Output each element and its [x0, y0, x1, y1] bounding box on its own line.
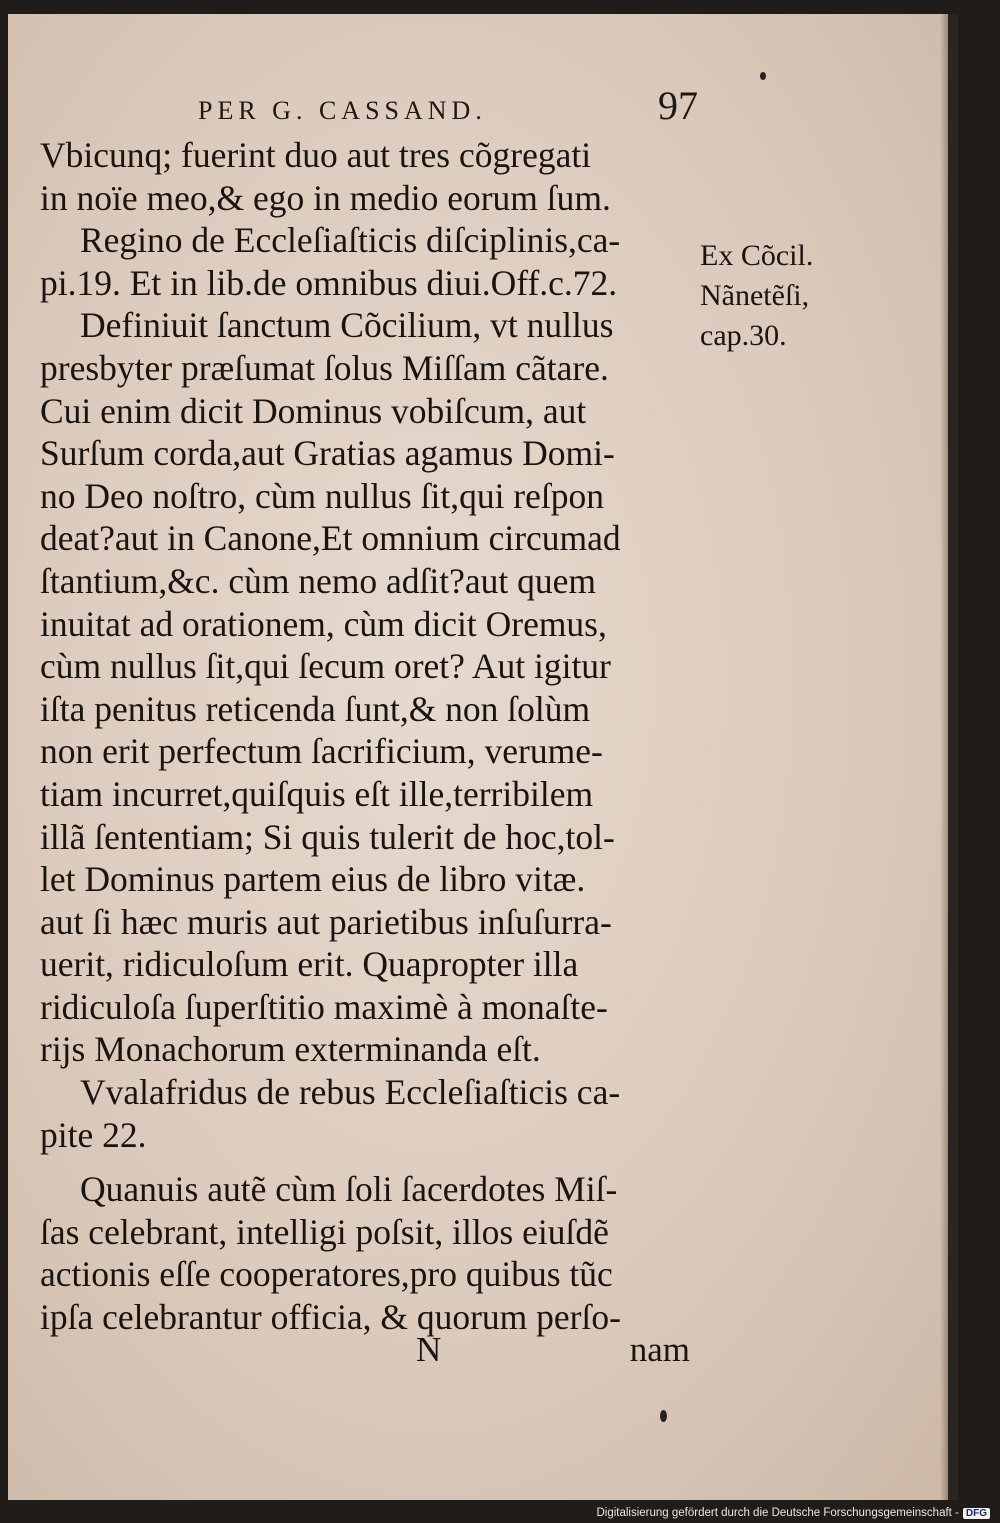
text-line: in noïe meo,& ego in medio eorum ſum.: [40, 177, 611, 218]
text-line: cùm nullus ſit,qui ſecum oret? Aut igitur: [40, 646, 611, 687]
text-line: inuitat ad orationem, cùm dicit Oremus,: [40, 603, 607, 644]
ink-speck: [660, 1410, 667, 1422]
text-line: ridiculoſa ſuperſtitio maximè à monaſte-: [40, 986, 608, 1027]
text-line: Surſum corda,aut Gratias agamus Domi-: [40, 433, 615, 474]
page-footer: [40, 1330, 690, 1374]
credit-text: Digitalisierung gefördert durch die Deutsche Forschungsgemeinschaft -: [596, 1507, 959, 1519]
page-number: 97: [658, 83, 698, 128]
body-text: [40, 134, 700, 1339]
text-line: pite 22.: [40, 1114, 147, 1155]
margin-note-line: Nãnetẽſi,: [700, 279, 810, 312]
text-line: ipſa celebrantur officia, & quorum perſo-: [40, 1297, 621, 1338]
signature-mark: N: [416, 1330, 442, 1369]
text-line: illã ſententiam; Si quis tulerit de hoc,tol-: [40, 816, 615, 857]
text-line: rijs Monachorum exterminanda eſt.: [40, 1029, 541, 1070]
text-line: Vvalafridus de rebus Eccleſiaſticis ca-: [80, 1072, 621, 1113]
text-line: Quanuis autẽ cùm ſoli ſacerdotes Miſ-: [80, 1169, 618, 1210]
text-line: Vbicunq; fuerint duo aut tres cõgregati: [40, 135, 592, 175]
dfg-logo: DFG: [963, 1508, 990, 1519]
text-line: iſta penitus reticenda ſunt,& non ſolùm: [40, 688, 591, 729]
margin-note-line: Ex Cõcil.: [700, 239, 814, 272]
paragraph-gap: [40, 1156, 700, 1168]
digitization-credit: [596, 1507, 990, 1519]
margin-note-line: cap.30.: [700, 319, 787, 352]
text-line: presbyter præſumat ſolus Miſſam cãtare.: [40, 347, 609, 388]
running-head: PER G. CASSAND.: [198, 96, 487, 125]
text-line: ſtantium,&c. cùm nemo adſit?aut quem: [40, 560, 597, 601]
text-line: Cui enim dicit Dominus vobiſcum, aut: [40, 390, 587, 431]
text-line: let Dominus partem eius de libro vitæ.: [40, 859, 586, 900]
page-header: [198, 82, 708, 128]
text-line: Regino de Eccleſiaſticis diſciplinis,ca-: [80, 220, 621, 261]
ink-speck: [760, 72, 766, 80]
text-line: aut ſi hæc muris aut parietibus inſuſurra-: [40, 901, 612, 942]
margin-note: [700, 236, 813, 356]
text-line: tiam incurret,quiſquis eſt ille,terribilem: [40, 773, 594, 814]
text-line: non erit perfectum ſacrificium, verume-: [40, 731, 603, 772]
text-line: Definiuit ſanctum Cõcilium, vt nullus: [80, 305, 614, 346]
text-line: pi.19. Et in lib.de omnibus diui.Off.c.72.: [40, 262, 618, 303]
catchword: nam: [629, 1330, 690, 1369]
text-line: uerit, ridiculoſum erit. Quapropter illa: [40, 944, 579, 985]
text-line: actionis eſſe cooperatores,pro quibus tũc: [40, 1254, 613, 1295]
text-line: ſas celebrant, intelligi poſsit, illos eiuſdẽ: [40, 1211, 609, 1252]
book-page: [8, 14, 958, 1500]
text-line: deat?aut in Canone,Et omnium circumad: [40, 518, 621, 559]
text-line: no Deo noſtro, cùm nullus ſit,qui reſpon: [40, 475, 604, 516]
